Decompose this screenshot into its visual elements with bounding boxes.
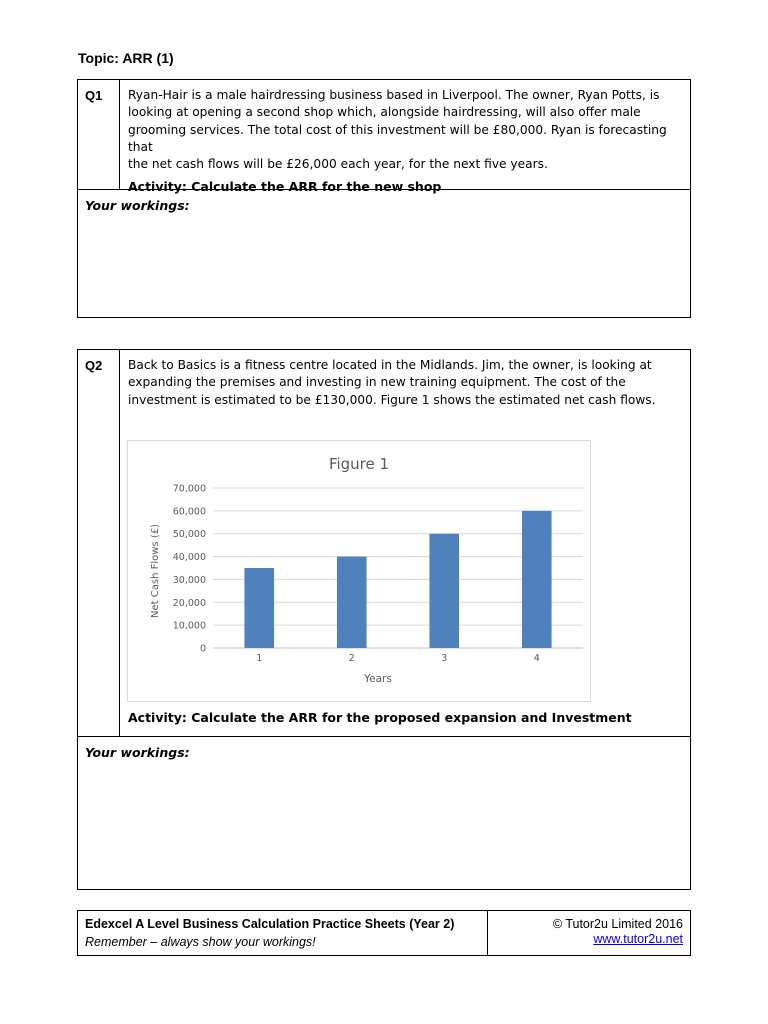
x-tick-label: 3 [441, 653, 448, 664]
bar [244, 568, 274, 648]
question-2-line: Back to Basics is a fitness centre located in the Midlands. Jim, the owner, is looking at [128, 358, 652, 372]
bar [337, 557, 367, 648]
question-1-workings-label: Your workings: [85, 198, 190, 213]
x-axis-label: Years [364, 673, 392, 685]
question-1-line: looking at opening a second shop which, alongside hairdressing, will also offer male [128, 105, 641, 120]
y-tick-label: 0 [199, 643, 206, 655]
y-tick-label: 30,000 [172, 574, 206, 586]
y-tick-label: 50,000 [172, 529, 206, 541]
chart-title: Figure 1 [328, 455, 390, 473]
y-tick-label: 20,000 [172, 597, 206, 609]
question-1-number: Q1 [78, 80, 120, 189]
page-topic: Topic: ARR (1) [78, 50, 174, 66]
y-tick-label: 60,000 [172, 506, 206, 518]
question-1-line: the net cash flows will be £26,000 each year, for the next five years. [128, 157, 548, 172]
question-2-number: Q2 [78, 350, 120, 736]
footer-link[interactable]: www.tutor2u.net [593, 932, 683, 946]
question-2-line: investment is estimated to be £130,000. Figure 1 shows the estimated net cash flows. [128, 392, 656, 407]
question-2-text [120, 350, 690, 409]
y-tick-label: 70,000 [172, 483, 206, 495]
footer-title: Edexcel A Level Business Calculation Practice Sheets (Year 2) [85, 917, 455, 931]
footer-left [78, 911, 488, 955]
question-2-workings-label: Your workings: [85, 745, 190, 760]
footer-box [77, 910, 691, 956]
y-tick-label: 10,000 [172, 620, 206, 632]
question-2-activity: Activity: Calculate the ARR for the proposed expansion and Investment [128, 710, 632, 725]
x-tick-label: 1 [256, 653, 263, 664]
question-1-activity: Activity: Calculate the ARR for the new shop [128, 179, 442, 195]
bar-chart-svg [128, 441, 590, 701]
x-tick-label: 4 [533, 653, 540, 664]
figure-1-chart [127, 440, 591, 702]
question-1-text [120, 80, 690, 173]
question-1-line: Ryan-Hair is a male hairdressing business based in Liverpool. The owner, Ryan Potts, is [128, 88, 660, 102]
y-axis-label: Net Cash Flows (£) [150, 524, 161, 618]
x-tick-label: 2 [348, 653, 355, 664]
question-2-line: expanding the premises and investing in new training equipment. The cost of the [128, 375, 626, 390]
bar [522, 511, 552, 648]
question-1-row [78, 80, 690, 195]
question-1-line: grooming services. The total cost of this investment will be £80,000. Ryan is forecasting that [128, 122, 667, 154]
footer-right [487, 911, 690, 955]
footer-note: Remember – always show your workings! [85, 935, 316, 949]
y-tick-label: 40,000 [172, 552, 206, 564]
footer-copyright: © Tutor2u Limited 2016 [552, 917, 683, 931]
question-1-box [77, 79, 691, 318]
bar [429, 534, 459, 648]
